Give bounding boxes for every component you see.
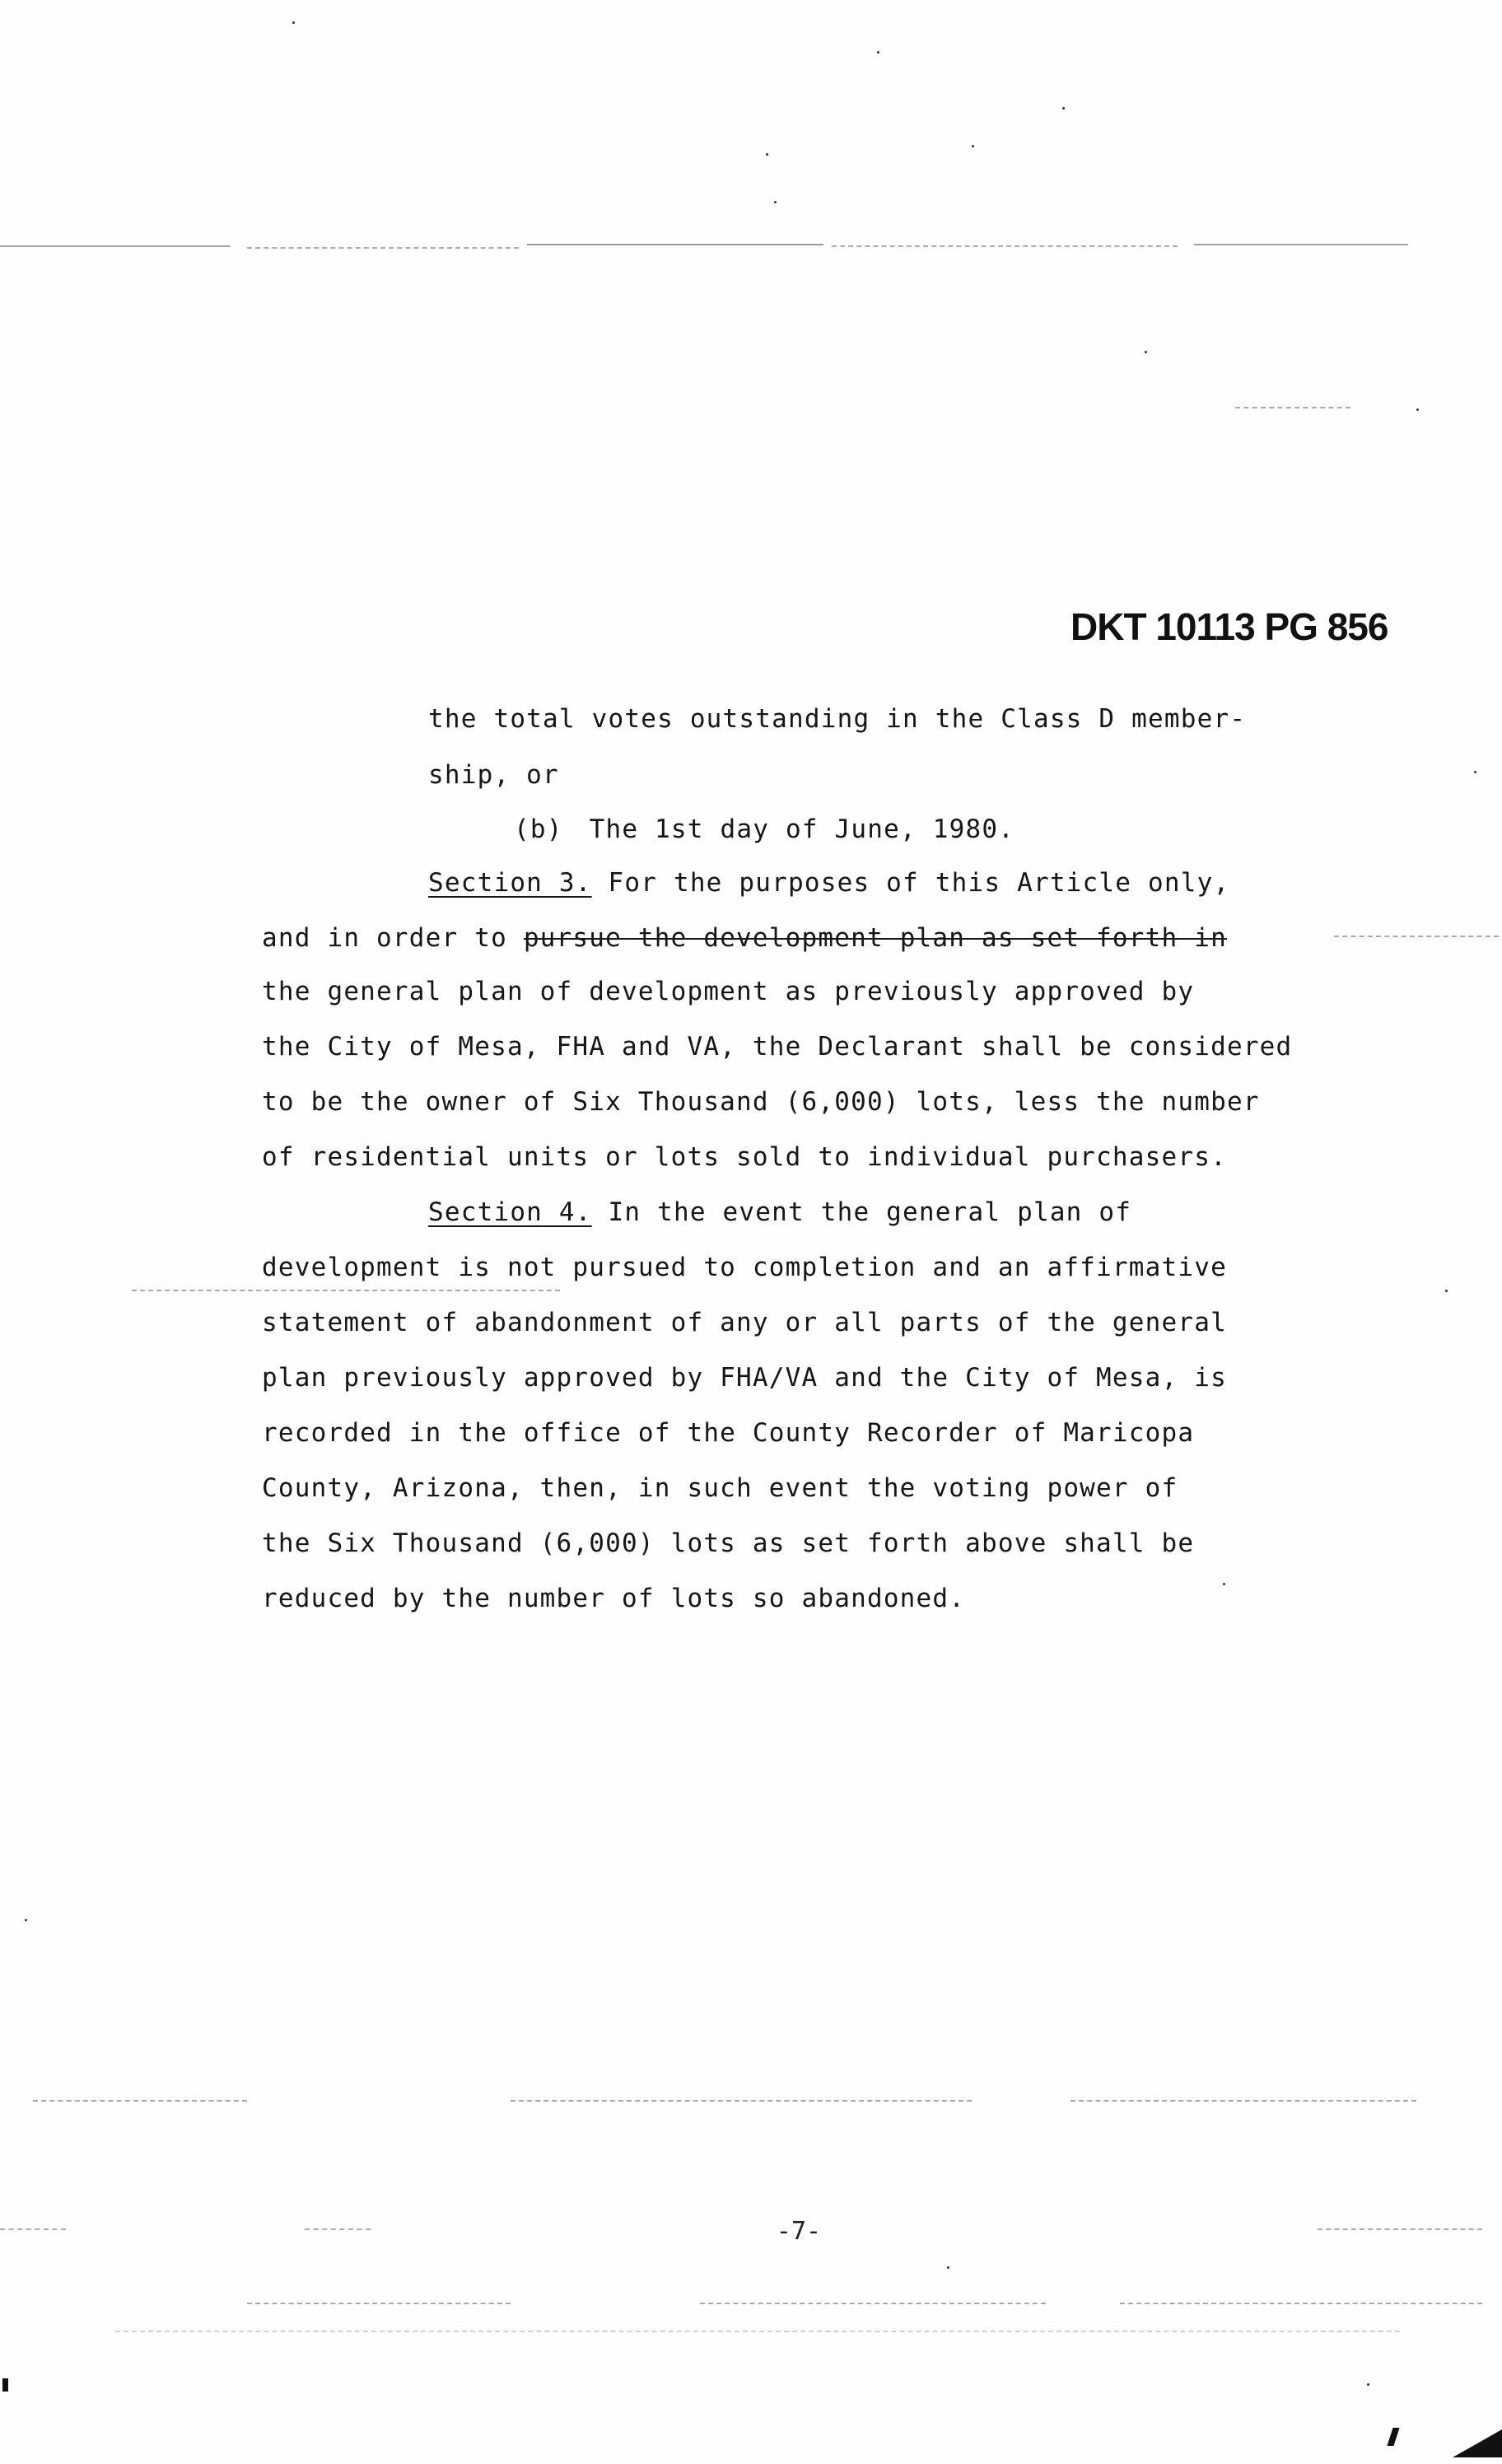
scan-artifact-line (247, 2303, 511, 2304)
scan-speck (1145, 351, 1147, 353)
list-marker: (b) (514, 814, 563, 844)
text-run: and in order to (262, 923, 524, 953)
text-line: the total votes outstanding in the Class D member- (428, 704, 1247, 734)
scan-artifact-line (115, 2331, 1400, 2332)
scan-speck (1416, 408, 1419, 411)
list-item-b (514, 813, 1015, 846)
scan-speck (947, 2266, 949, 2269)
scan-speck (774, 201, 777, 203)
scan-artifact-line (33, 2100, 247, 2102)
text-line: the City of Mesa, FHA and VA, the Declarant shall be considered (262, 1032, 1293, 1062)
scan-artifact-line (1235, 407, 1350, 408)
scan-speck (1223, 1583, 1225, 1585)
scan-artifact-line (700, 2303, 1046, 2304)
text-line: the Six Thousand (6,000) lots as set forth above shall be (262, 1528, 1195, 1558)
text-line: to be the owner of Six Thousand (6,000) lots, less the number (262, 1087, 1260, 1117)
scan-artifact-line (305, 2228, 371, 2230)
section-4-heading: Section 4. (428, 1197, 592, 1227)
text-line: development is not pursued to completion and an affirmative (262, 1253, 1227, 1282)
text-line: recorded in the office of the County Recorder of Maricopa (262, 1418, 1195, 1448)
scan-artifact-line (132, 1290, 560, 1291)
section-3-line-struck (262, 922, 1227, 954)
section-3-heading: Section 3. (428, 868, 592, 898)
scan-artifact-line (1334, 936, 1499, 937)
text-line: reduced by the number of lots so abandoned. (262, 1584, 966, 1613)
struck-text: pursue the development plan as set forth in (523, 923, 1227, 953)
text-line: statement of abandonment of any or all parts of the general (262, 1308, 1227, 1337)
text-line: the general plan of development as previously approved by (262, 977, 1195, 1006)
scan-artifact-line (0, 2228, 66, 2230)
text-line: ship, or (428, 760, 559, 790)
text-line: plan previously approved by FHA/VA and the City of Mesa, is (262, 1363, 1227, 1393)
recording-stamp: DKT 10113 PG 856 (1071, 605, 1388, 648)
scan-artifact-line (1071, 2100, 1416, 2102)
scan-speck (1367, 2383, 1369, 2386)
scan-artifact-line (1194, 244, 1408, 245)
scan-artifact-line (0, 245, 231, 247)
scan-artifact-line (247, 247, 519, 249)
scan-speck (25, 1919, 27, 1921)
list-item-text: The 1st day of June, 1980. (589, 814, 1015, 844)
scan-speck (766, 153, 768, 156)
scan-blot (1453, 2429, 1502, 2457)
text-line: County, Arizona, then, in such event the voting power of (262, 1473, 1178, 1503)
scan-artifact-line (1318, 2228, 1482, 2230)
text-run: In the event the general plan of (591, 1197, 1132, 1227)
section-4-first-line (428, 1196, 1131, 1229)
scan-artifact-line (511, 2100, 972, 2102)
scan-speck (877, 51, 879, 54)
scan-speck (1445, 1290, 1448, 1292)
scan-speck (292, 21, 295, 24)
scan-speck (1062, 107, 1065, 110)
scan-speck (972, 145, 974, 147)
scan-speck (1474, 771, 1476, 773)
text-run: For the purposes of this Article only, (591, 868, 1230, 898)
scan-blot (1387, 2428, 1399, 2446)
section-3-first-line (428, 866, 1229, 899)
scan-artifact-line (832, 245, 1178, 247)
page-number: -7- (776, 2217, 822, 2246)
scan-blot (2, 2378, 8, 2392)
scan-artifact-line (1120, 2303, 1482, 2304)
text-line: of residential units or lots sold to individual purchasers. (262, 1142, 1227, 1172)
scan-artifact-line (527, 244, 823, 245)
